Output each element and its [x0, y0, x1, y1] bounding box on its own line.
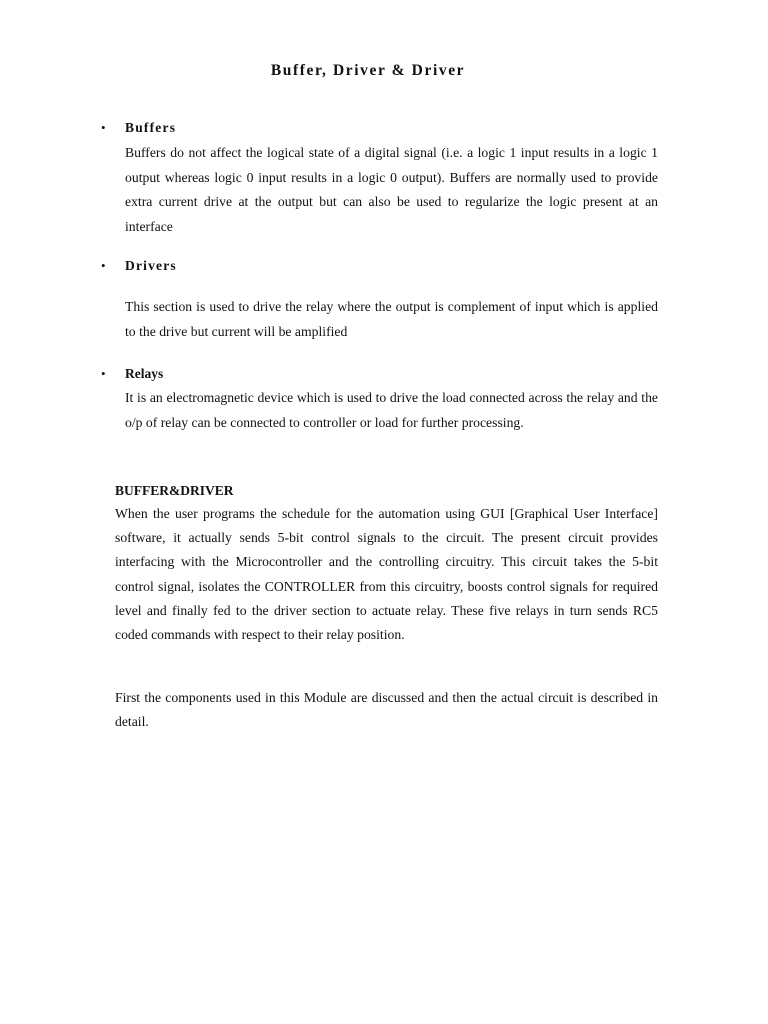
section-heading: BUFFER&DRIVER [115, 483, 234, 498]
bullet-icon: • [101, 120, 106, 135]
bullet-text: Buffers do not affect the logical state of a digital signal (i.e. a logic 1 input results in a logic 1 output whereas logic 0 input results in a logic 0 output). Buffers are normally used to provide extra current drive at the output but can also be used to regularize the logic present at an interface [125, 145, 658, 234]
section-paragraph: When the user programs the schedule for the automation using GUI [Graphical User Interface] software, it actually sends 5-bit control signals to the circuit. The present circuit provides interfacing with the Microcontroller and the controlling circuitry. This circuit takes the 5-bit control signal, isolates the CONTROLLER from this circuitry, boosts control signals for required level and finally fed to the driver section to actuate relay. These five relays in turn sends RC5 coded commands with respect to their relay position. [115, 506, 658, 643]
bullet-icon: • [101, 366, 106, 381]
bullet-heading: Relays [125, 366, 164, 381]
bullet-heading: Buffers [125, 120, 177, 135]
section-paragraph: First the components used in this Module are discussed and then the actual circuit is described in detail. [115, 690, 658, 730]
bullet-heading: Drivers [125, 258, 177, 273]
document-title: Buffer, Driver & Driver [270, 62, 466, 79]
bullet-text: This section is used to drive the relay where the output is complement of input which is applied to the drive but current will be amplified [125, 299, 658, 339]
bullet-icon: • [101, 258, 106, 273]
bullet-text: It is an electromagnetic device which is used to drive the load connected across the relay and the o/p of relay can be connected to controller or load for further processing. [125, 390, 658, 430]
